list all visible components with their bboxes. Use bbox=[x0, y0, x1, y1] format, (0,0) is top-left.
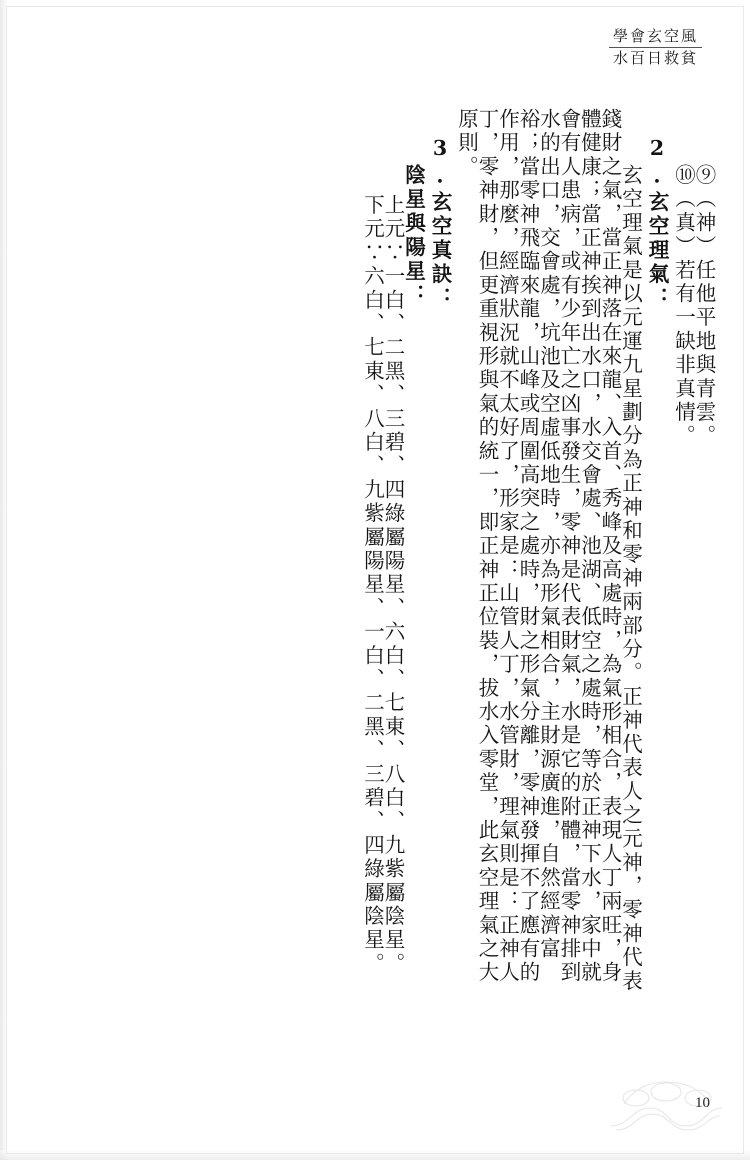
text-column: ⑩（真）若有一缺非真情。 bbox=[671, 164, 696, 449]
text-column: 上元∵一白、二黑、三碧、四綠屬陽星、六白、七東、八白、九紫屬陰星。 bbox=[381, 194, 405, 977]
text-column: 裕；當零神飛臨來龍，山峰或周圍高突之處時，財之形氣分離，零神發揮不了應有的 bbox=[516, 108, 540, 985]
text-column: 錢財之氣，當正神落在來龍、入首、秀峰及高處時，為氣形相合，表現人丁兩旺，身 bbox=[598, 108, 622, 985]
running-head bbox=[613, 26, 698, 70]
text-column: 水的出口，交會處，坑池及空虛低地時，亦為形氣相合，主財源廣進，自然經濟富 bbox=[536, 108, 561, 962]
running-head-line-2: 水百日救貧 bbox=[612, 48, 698, 67]
scan-edge-left bbox=[0, 0, 8, 1160]
text-column: 下元∵六白、七東、八白、九紫屬陽星、一白、二黑、三碧、四綠屬陰星。 bbox=[360, 194, 385, 977]
text-column: 作用，那麼，經濟狀況就不太好了，形家是：山管人丁，水管財，理氣則是：正神人 bbox=[495, 108, 520, 985]
text-column: 原則。 bbox=[454, 108, 479, 180]
text-column: 2.玄空理氣： bbox=[645, 136, 669, 311]
text-column: 玄空理氣是以元運九星劃分為正神和零神兩部分。正神代表人之元神，零神代表 bbox=[618, 164, 643, 994]
page-number: 10 bbox=[695, 1095, 710, 1111]
text-column: ⑨（神）任他平地與青雲。 bbox=[692, 164, 716, 449]
text-column: 3.玄空真訣： bbox=[428, 136, 452, 311]
text-column: 會有人患病，或有少年亡之凶事發生，零神是代表財氣，水是它的附體，當零神排到 bbox=[557, 108, 581, 985]
running-head-line-1: 學會玄空風 bbox=[612, 27, 698, 45]
text-column: 丁，零神財，但更重視形與氣的統一，即正神正位裝，拔水入零堂，此玄空理氣之大 bbox=[475, 108, 499, 985]
vertical-text-body bbox=[50, 108, 714, 1098]
running-head-rule bbox=[609, 47, 702, 48]
text-column: 陰星與陽星： bbox=[401, 164, 426, 308]
text-column: 體健康；當正神挨到出水口，水交會處、池湖、低空之處時，等於正神下水，家中就 bbox=[577, 108, 602, 985]
